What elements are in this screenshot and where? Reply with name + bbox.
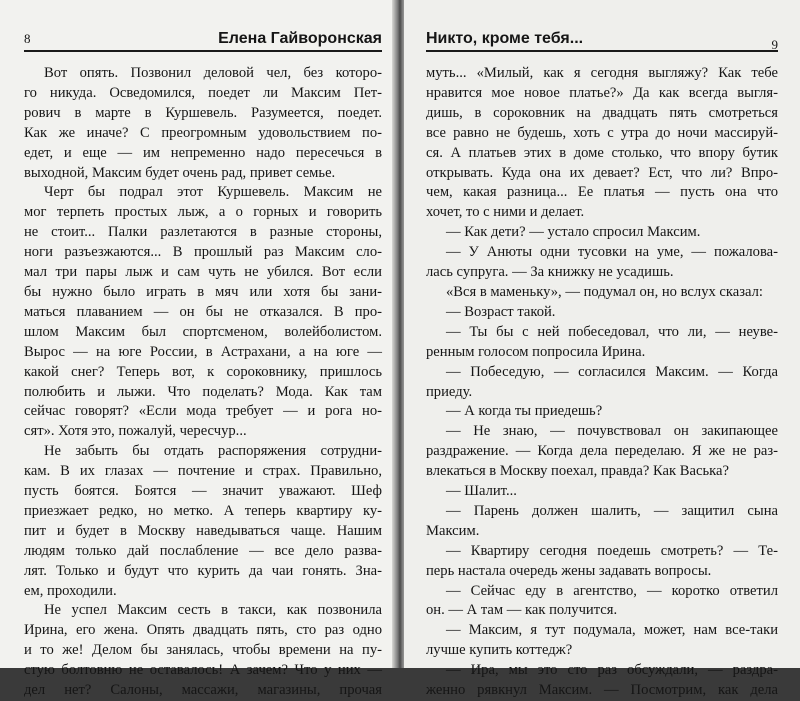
text-line: полюбить и лыжи. Что поделать? Мода. Как там bbox=[24, 383, 382, 400]
text-line: — Как дети? — устало спросил Максим. bbox=[446, 224, 701, 241]
text-line: сят». Хотя это, пожалуй, чересчур... bbox=[24, 423, 247, 440]
text-line: мал три пары лыж и сам чуть не убился. Вот если bbox=[24, 264, 382, 281]
text-line: все равно не будешь, хоть с утра до ночи массируй- bbox=[426, 124, 778, 141]
text-line: го никуда. Осведомился, поедет ли Максим Пет- bbox=[24, 84, 382, 101]
right-page-header bbox=[426, 28, 778, 52]
text-line: — Сейчас еду в агентство, — коротко ответил bbox=[446, 582, 778, 599]
text-line: он. — А там — как получится. bbox=[426, 602, 618, 619]
text-line: пит и будет в Москву наведываться чаще. Нашим bbox=[24, 522, 382, 539]
text-line: — Максим, я тут подумала, может, нам все-таки bbox=[446, 622, 778, 639]
text-line: приеду. bbox=[426, 383, 473, 400]
text-line: чем, какая разница... Ее платья — пусть она что bbox=[426, 184, 778, 201]
left-page-header bbox=[24, 28, 382, 52]
text-line: дел нет? Салоны, массажи, магазины, прочая bbox=[24, 682, 382, 699]
text-line: — Ира, мы это сто раз обсуждали, — раздра- bbox=[446, 662, 778, 679]
text-line: открывать. Куда она их девает? Ест, что ли? Впро- bbox=[426, 164, 778, 181]
right-page bbox=[404, 0, 800, 699]
text-line: перь настала очередь жены задавать вопросы. bbox=[426, 562, 712, 579]
text-line: не стоит... Палки разлетаются в разные стороны, bbox=[24, 224, 382, 241]
right-page-text bbox=[426, 64, 778, 701]
text-line: влекаться в Москву поехал, правда? Как Васька? bbox=[426, 463, 729, 480]
text-line: маться плаванием — он бы не отказался. В про- bbox=[24, 303, 382, 320]
text-line: Не забыть бы отдать распоряжения сотрудни- bbox=[44, 443, 382, 460]
text-line: — Не знаю, — почувствовал он закипающее bbox=[446, 423, 778, 440]
text-line: нравится мое новое платье?» Да как всегда выгля- bbox=[426, 84, 778, 101]
text-line: ренным голосом попросила Ирина. bbox=[426, 343, 646, 360]
text-line: — Квартиру сегодня поедешь смотреть? — Те- bbox=[446, 542, 778, 559]
text-line: рович в марте в Куршевель. Разумеется, поедет. bbox=[24, 104, 382, 121]
text-line: — Побеседую, — согласился Максим. — Когда bbox=[446, 363, 778, 380]
left-page-text bbox=[24, 64, 382, 701]
text-line: — Парень должен шалить, — защитил сына bbox=[446, 502, 778, 519]
right-running-title: Никто, кроме тебя... bbox=[426, 30, 584, 47]
text-line: — Шалит... bbox=[446, 483, 517, 500]
text-line: Как же иначе? С преогромным удовольствием по- bbox=[24, 124, 382, 141]
text-line: муть... «Милый, как я сегодня выгляжу? Как тебе bbox=[426, 65, 778, 81]
text-line: дишь, в сороковник на двадцать пять смотреться bbox=[426, 104, 778, 121]
left-page-number: 8 bbox=[24, 31, 31, 46]
text-line: и то же! Делом бы занялась, чтобы времени на пу- bbox=[24, 642, 382, 659]
text-line: Не успел Максим сесть в такси, как позвонила bbox=[44, 602, 382, 619]
text-line: ем, проходили. bbox=[24, 582, 117, 599]
text-line: — Ты бы с ней побеседовал, что ли, — неуве- bbox=[446, 323, 778, 340]
text-line: «Вся в маменьку», — подумал он, но вслух сказал: bbox=[446, 283, 763, 300]
text-line: сейчас говорят? «Если мода требует — и рога но- bbox=[24, 403, 382, 420]
text-line: Ирина, его жена. Опять двадцать пять, сто раз одно bbox=[24, 622, 382, 639]
text-line: едет, и еще — им непременно надо пересечься в bbox=[24, 144, 382, 161]
text-line: кам. В их глазах — почтение и страх. Правильно, bbox=[24, 463, 382, 480]
text-line: лучше купить коттедж? bbox=[426, 642, 573, 659]
text-line: ся. А платьев этих в доме столько, что впору бутик bbox=[426, 144, 778, 161]
left-running-title: Елена Гайворонская bbox=[218, 30, 382, 47]
text-line: женно рявкнул Максим. — Посмотрим, как дела bbox=[426, 682, 778, 699]
text-line: — Возраст такой. bbox=[446, 303, 556, 320]
right-page-number: 9 bbox=[771, 37, 778, 52]
text-line: лась супруга. — За книжку не усадишь. bbox=[426, 264, 674, 281]
text-line: пусть боятся. Боятся — значит уважают. Шеф bbox=[24, 483, 382, 500]
text-line: бы нужно было играть в мяч или хотя бы зани- bbox=[24, 283, 382, 300]
left-page bbox=[0, 0, 396, 699]
text-line: хочет, то с ними и делает. bbox=[426, 204, 585, 221]
text-line: ноги разъезжаются... В прошлый раз Максим сло- bbox=[24, 244, 382, 261]
text-line: Вот опять. Позвонил деловой чел, без которо- bbox=[44, 65, 382, 81]
text-line: раздражение. — Когда дела переделаю. Я же не раз- bbox=[426, 443, 778, 460]
text-line: мог терпеть простых лыж, а о горных и говорить bbox=[24, 204, 382, 221]
text-line: — У Анюты одни тусовки на уме, — пожалова- bbox=[446, 244, 778, 261]
text-line: стую болтовню не оставалось! А зачем? Что у них — bbox=[24, 662, 382, 679]
text-line: лят. Только и будут что курить да чаи гонять. Зна- bbox=[24, 562, 382, 579]
text-line: Вырос — на юге России, в Астрахани, а на юге — bbox=[24, 343, 382, 360]
text-line: людям только дай послабление — все дело разва- bbox=[24, 542, 382, 559]
text-line: выходной, Максим будет очень рад, привет семье. bbox=[24, 164, 336, 181]
text-line: — А когда ты приедешь? bbox=[446, 403, 603, 420]
text-line: какой снег? Теперь вот, к сороковнику, пришлось bbox=[24, 363, 382, 380]
text-line: шлом Максим был спортсменом, волейболистом. bbox=[24, 323, 382, 340]
text-line: Черт бы подрал этот Куршевель. Максим не bbox=[44, 184, 382, 201]
text-line: приезжает редко, но метко. А теперь квартиру ку- bbox=[24, 502, 382, 519]
text-line: Максим. bbox=[426, 522, 480, 539]
